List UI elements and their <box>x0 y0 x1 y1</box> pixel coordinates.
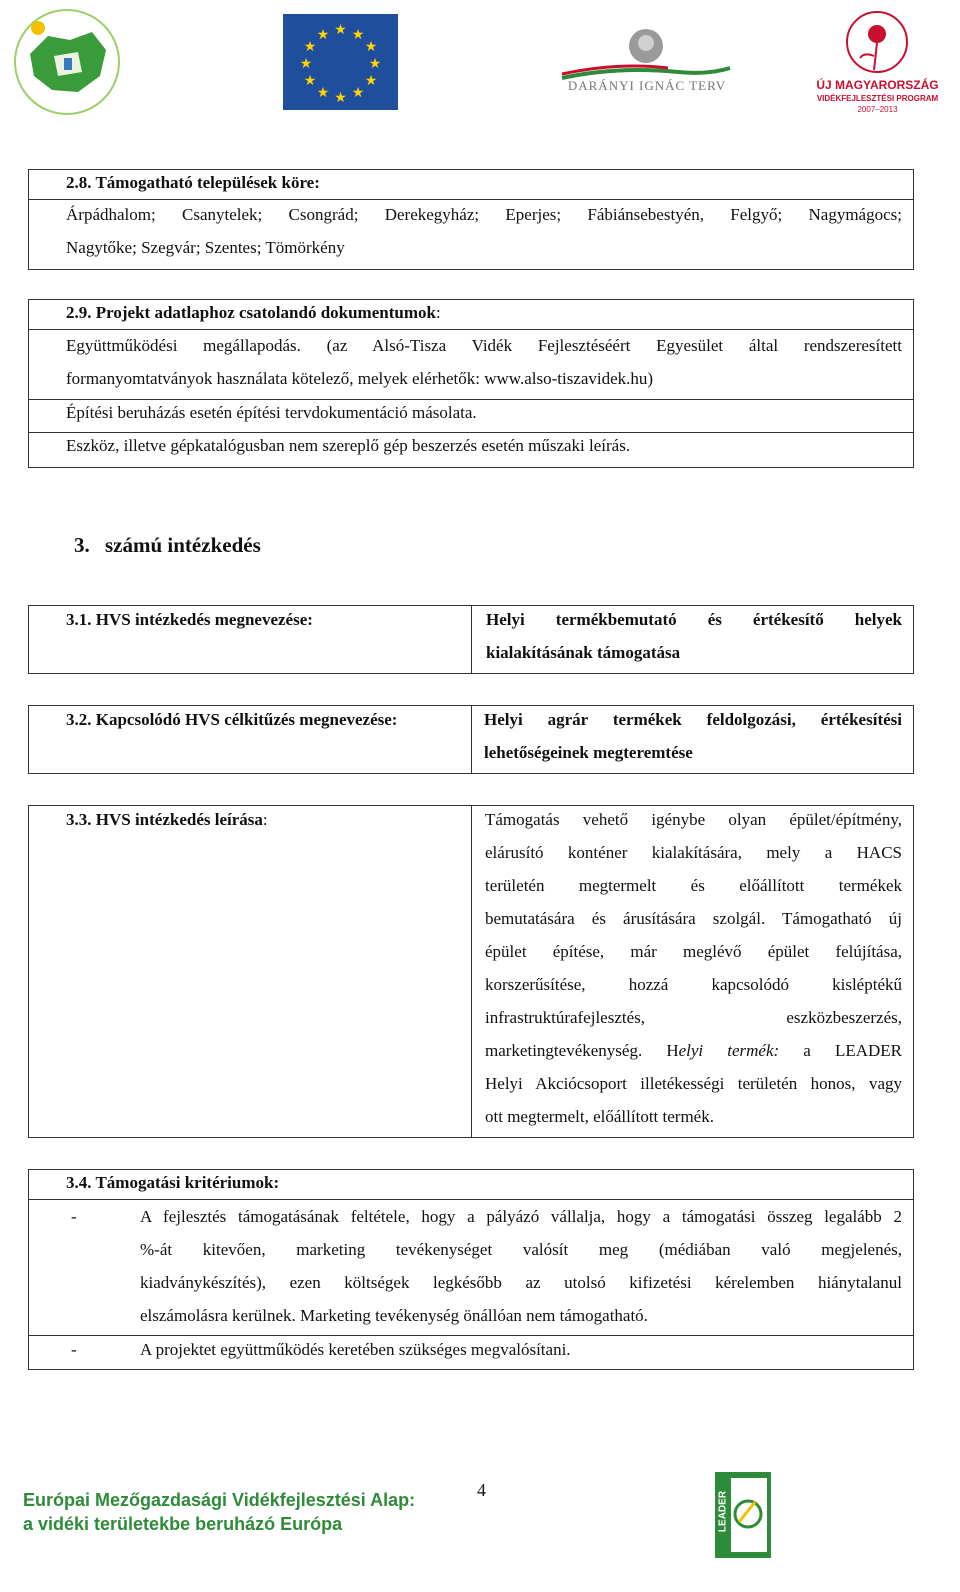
section-3-3-label-bold: 3.3. HVS intézkedés leírása <box>66 810 263 829</box>
section-3-3-line: infrastruktúrafejlesztés, eszközbeszerzés, <box>485 1008 902 1027</box>
section-2-9-title <box>66 296 441 329</box>
section-3-4-title: 3.4. Támogatási kritériumok: <box>66 1173 280 1192</box>
flower-icon <box>810 8 945 78</box>
section-3-3-label <box>66 803 268 836</box>
section-3-3-box <box>28 805 914 1138</box>
section-2-9-box <box>28 299 914 468</box>
section-3-3-line: korszerűsítése, hozzá kapcsolódó kisléptékű <box>485 975 902 994</box>
divider <box>471 606 472 673</box>
section-3-4-item2: A projektet együttműködés keretében szükséges megvalósítani. <box>140 1340 571 1359</box>
header-logos <box>0 0 960 130</box>
section-3-3-line: elárusító konténer kialakítására, mely a HACS <box>485 843 902 862</box>
section-3-4-item1-line: elszámolásra kerülnek. Marketing tevékenység önállóan nem támogatható. <box>140 1306 648 1325</box>
section-2-9-item3: Eszköz, illetve gépkatalógusban nem szereplő gép beszerzés esetén műszaki leírás. <box>66 436 631 455</box>
section-3-3-line: Helyi Akciócsoport illetékességi területén honos, vagy <box>485 1074 902 1093</box>
section-3-3-line8-italic: elyi termék: <box>678 1041 780 1060</box>
section-3-3-line: területén megtermelt és előállított termékek <box>485 876 902 895</box>
divider <box>471 706 472 773</box>
also-tisza-logo <box>8 6 126 118</box>
bullet-dash: - <box>71 1340 77 1359</box>
leader-label: LEADER <box>717 1490 729 1533</box>
section-2-8-title: 2.8. Támogatható települések köre: <box>66 173 320 192</box>
footer-eafrd-text <box>23 1488 415 1536</box>
page-number: 4 <box>477 1480 486 1500</box>
svg-text:★: ★ <box>364 39 378 55</box>
section-3-3-line8 <box>485 1034 902 1067</box>
svg-text:★: ★ <box>303 73 317 89</box>
uj-magyarorszag-title: ÚJ MAGYARORSZÁG <box>816 78 939 92</box>
section-3-1-value-line2: kialakításának támogatása <box>486 643 681 662</box>
section-2-9-item1-line1: Együttműködési megállapodás. (az Alsó-Tisza Vidék Fejlesztéséért Egyesület által rendszeresített <box>66 336 902 355</box>
eu-flag-logo <box>283 14 398 110</box>
uj-magyarorszag-logo <box>810 8 945 120</box>
footer-line1: Európai Mezőgazdasági Vidékfejlesztési Alap: <box>23 1490 416 1510</box>
section-3-number: 3. <box>74 533 90 557</box>
svg-text:★: ★ <box>368 56 382 72</box>
svg-text:★: ★ <box>334 90 347 106</box>
svg-text:★: ★ <box>351 27 365 43</box>
section-3-1-value-line1: Helyi termékbemutató és értékesítő helyek <box>486 610 902 629</box>
section-3-4-box <box>28 1169 914 1370</box>
svg-text:★: ★ <box>299 56 313 72</box>
section-3-3-line: bemutatására és árusítására szolgál. Támogatható új <box>485 909 902 928</box>
section-2-9-title-rest: : <box>435 303 441 322</box>
section-2-8-box <box>28 169 914 270</box>
section-3-4-item1-line: %-át kitevően, marketing tevékenységet valósít meg (médiában való megjelenés, <box>140 1240 902 1259</box>
section-3-4-item1-line: A fejlesztés támogatásának feltétele, hogy a pályázó vállalja, hogy a támogatási összeg legalább 2 <box>140 1207 902 1226</box>
section-3-2-label: 3.2. Kapcsolódó HVS célkitűzés megnevezése: <box>66 710 398 729</box>
section-3-1-box <box>28 605 914 674</box>
section-3-3-line: Támogatás vehető igénybe olyan épület/építmény, <box>485 810 902 829</box>
section-3-4-item1-line: kiadványkészítés), ezen költségek legkésőbb az utolsó kifizetési kérelemben hiánytalanul <box>140 1273 902 1292</box>
footer-line2: a vidéki területekbe beruházó Európa <box>23 1514 343 1534</box>
section-3-3-line: ott megtermelt, előállított termék. <box>485 1107 714 1126</box>
section-3-3-line: épület építése, már meglévő épület felújítása, <box>485 942 902 961</box>
section-2-9-item2: Építési beruházás esetén építési tervdokumentáció másolata. <box>66 403 477 422</box>
section-3-text: számú intézkedés <box>105 533 261 557</box>
uj-magyarorszag-subtitle: VIDÉKFEJLESZTÉSI PROGRAM <box>816 94 939 103</box>
daranyi-logo-text: DARÁNYI IGNÁC TERV <box>567 78 727 93</box>
section-3-heading <box>74 533 261 558</box>
svg-text:★: ★ <box>334 22 347 38</box>
section-2-8-line1: Árpádhalom; Csanytelek; Csongrád; Derekegyház; Eperjes; Fábiánsebestyén, Felgyő; Nagymágocs; <box>66 205 902 224</box>
svg-text:★: ★ <box>316 85 330 101</box>
svg-text:★: ★ <box>303 39 317 55</box>
section-2-9-item1-line2[interactable]: formanyomtatványok használata kötelező, melyek elérhetők: www.also-tiszavidek.hu) <box>66 369 654 388</box>
section-2-8-line2: Nagytőke; Szegvár; Szentes; Tömörkény <box>66 238 345 257</box>
svg-text:★: ★ <box>364 73 378 89</box>
uj-magyarorszag-years: 2007–2013 <box>857 105 898 114</box>
bullet-dash: - <box>71 1207 77 1226</box>
section-3-2-value-line2: lehetőségeinek megteremtése <box>484 743 693 762</box>
section-3-1-label: 3.1. HVS intézkedés megnevezése: <box>66 610 313 629</box>
svg-text:★: ★ <box>316 27 330 43</box>
divider <box>471 806 472 1137</box>
section-2-9-title-bold: 2.9. Projekt adatlaphoz csatolandó dokumentumok <box>66 303 436 322</box>
section-3-2-box <box>28 705 914 774</box>
section-3-3-line8-start: marketingtevékenység. H <box>485 1041 679 1060</box>
section-3-2-value-line1: Helyi agrár termékek feldolgozási, értékesítési <box>484 710 902 729</box>
eu-stars-icon <box>283 14 398 110</box>
section-3-3-line8-rest: a LEADER <box>803 1041 903 1060</box>
section-3-3-label-rest: : <box>262 810 268 829</box>
svg-text:★: ★ <box>351 85 365 101</box>
leader-logo <box>715 1472 771 1558</box>
daranyi-logo <box>558 26 736 98</box>
